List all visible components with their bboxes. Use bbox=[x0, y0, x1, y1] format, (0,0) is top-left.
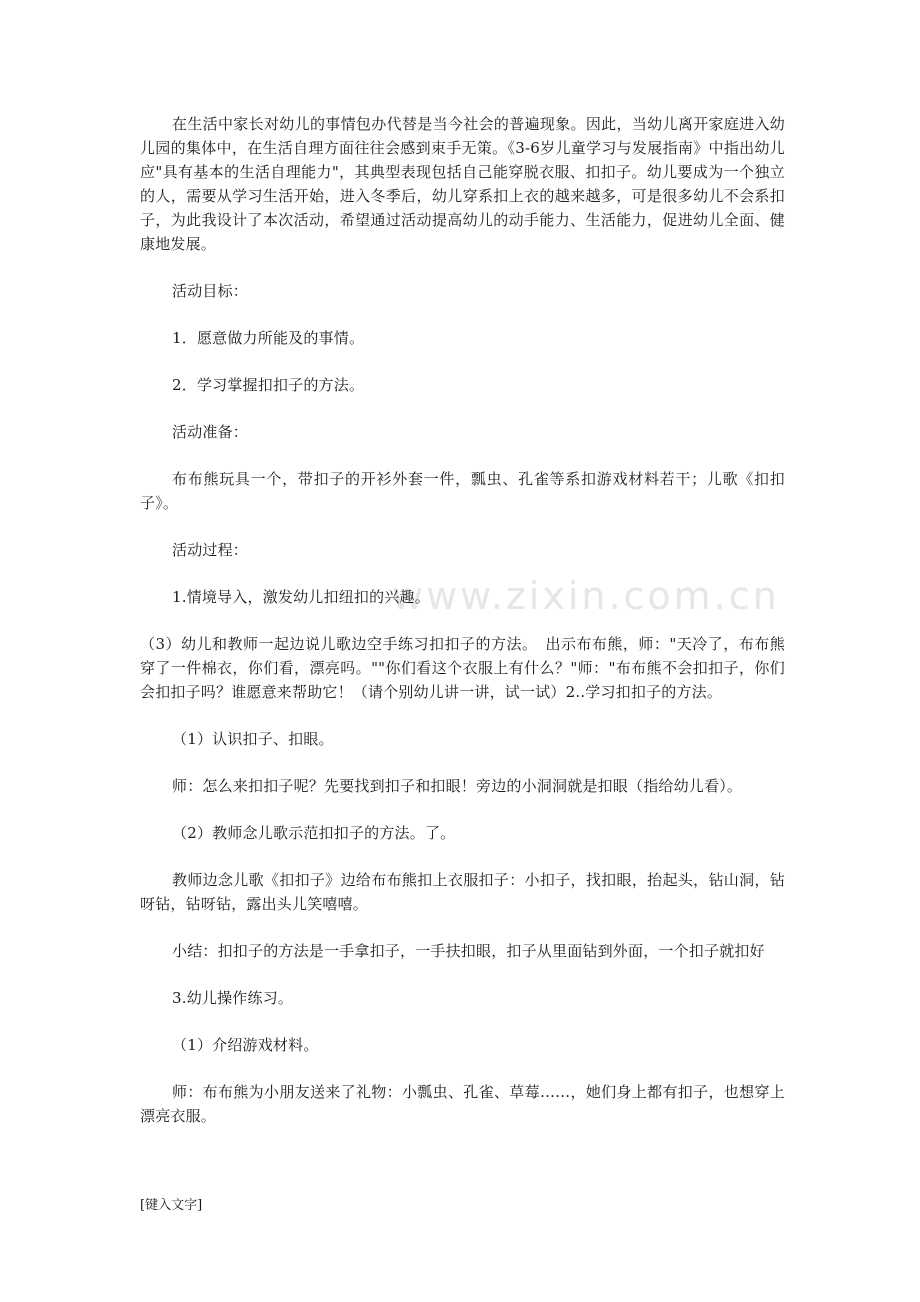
goals-heading: 活动目标： bbox=[172, 282, 249, 300]
page-footer: [键入文字] bbox=[140, 1198, 203, 1213]
process-step-1: 1.情境导入，激发幼儿扣纽扣的兴趣。 bbox=[172, 588, 430, 606]
substep-teacher-demo: （2）教师念儿歌示范扣扣子的方法。了。 bbox=[172, 824, 456, 842]
process-step-3-paragraph: （3）幼儿和教师一起边说儿歌边空手练习扣扣子的方法。 出示布布熊，师："天冷了，布布熊穿了一件棉衣，你们看，漂亮吗。""你们看这个衣服上有什么？"师："布布熊不会扣扣子，你们会扣扣子吗？谁愿意来帮助它！（请个别幼儿讲一讲，试一试）2..学习扣扣子的方法。 bbox=[140, 635, 785, 701]
preparation-paragraph: 布布熊玩具一个，带扣子的开衫外套一件，瓢虫、孔雀等系扣游戏材料若干；儿歌《扣扣子》。 bbox=[140, 470, 785, 512]
document-body bbox=[140, 112, 785, 1128]
goal-item-2: 2．学习掌握扣扣子的方法。 bbox=[172, 376, 365, 394]
nursery-rhyme-paragraph: 教师边念儿歌《扣扣子》边给布布熊扣上衣服扣子：小扣子，找扣眼，抬起头，钻山洞，钻呀钻，钻呀钻，露出头儿笑嘻嘻。 bbox=[140, 871, 785, 913]
teacher-dialogue-paragraph: 师：怎么来扣扣子呢？先要找到扣子和扣眼！旁边的小洞洞就是扣眼（指给幼儿看）。 bbox=[172, 777, 743, 795]
summary-paragraph: 小结：扣扣子的方法是一手拿扣子，一手扶扣眼，扣子从里面钻到外面，一个扣子就扣好 bbox=[172, 942, 765, 960]
substep-recognize-buttons: （1）认识扣子、扣眼。 bbox=[172, 730, 334, 748]
preparation-heading: 活动准备： bbox=[172, 423, 249, 441]
intro-paragraph: 在生活中家长对幼儿的事情包办代替是当今社会的普遍现象。因此，当幼儿离开家庭进入幼儿园的集体中，在生活自理方面往往会感到束手无策。《3-6岁儿童学习与发展指南》中指出幼儿应"具有基本的生活自理能力"，其典型表现包括自己能穿脱衣服、扣扣子。幼儿要成为一个独立的人，需要从学习生活开始，进入冬季后，幼儿穿系扣上衣的越来越多，可是很多幼儿不会系扣子，为此我设计了本次活动，希望通过活动提高幼儿的动手能力、生活能力，促进幼儿全面、健康地发展。 bbox=[140, 115, 785, 253]
process-heading: 活动过程： bbox=[172, 541, 249, 559]
watermark: www.zixin.com.cn bbox=[392, 574, 780, 618]
goal-item-1: 1．愿意做力所能及的事情。 bbox=[172, 329, 365, 347]
substep-introduce-materials: （1）介绍游戏材料。 bbox=[172, 1036, 319, 1054]
process-step-3: 3.幼儿操作练习。 bbox=[172, 989, 294, 1007]
gift-paragraph: 师：布布熊为小朋友送来了礼物：小瓢虫、孔雀、草莓……，她们身上都有扣子，也想穿上漂亮衣服。 bbox=[140, 1083, 785, 1125]
